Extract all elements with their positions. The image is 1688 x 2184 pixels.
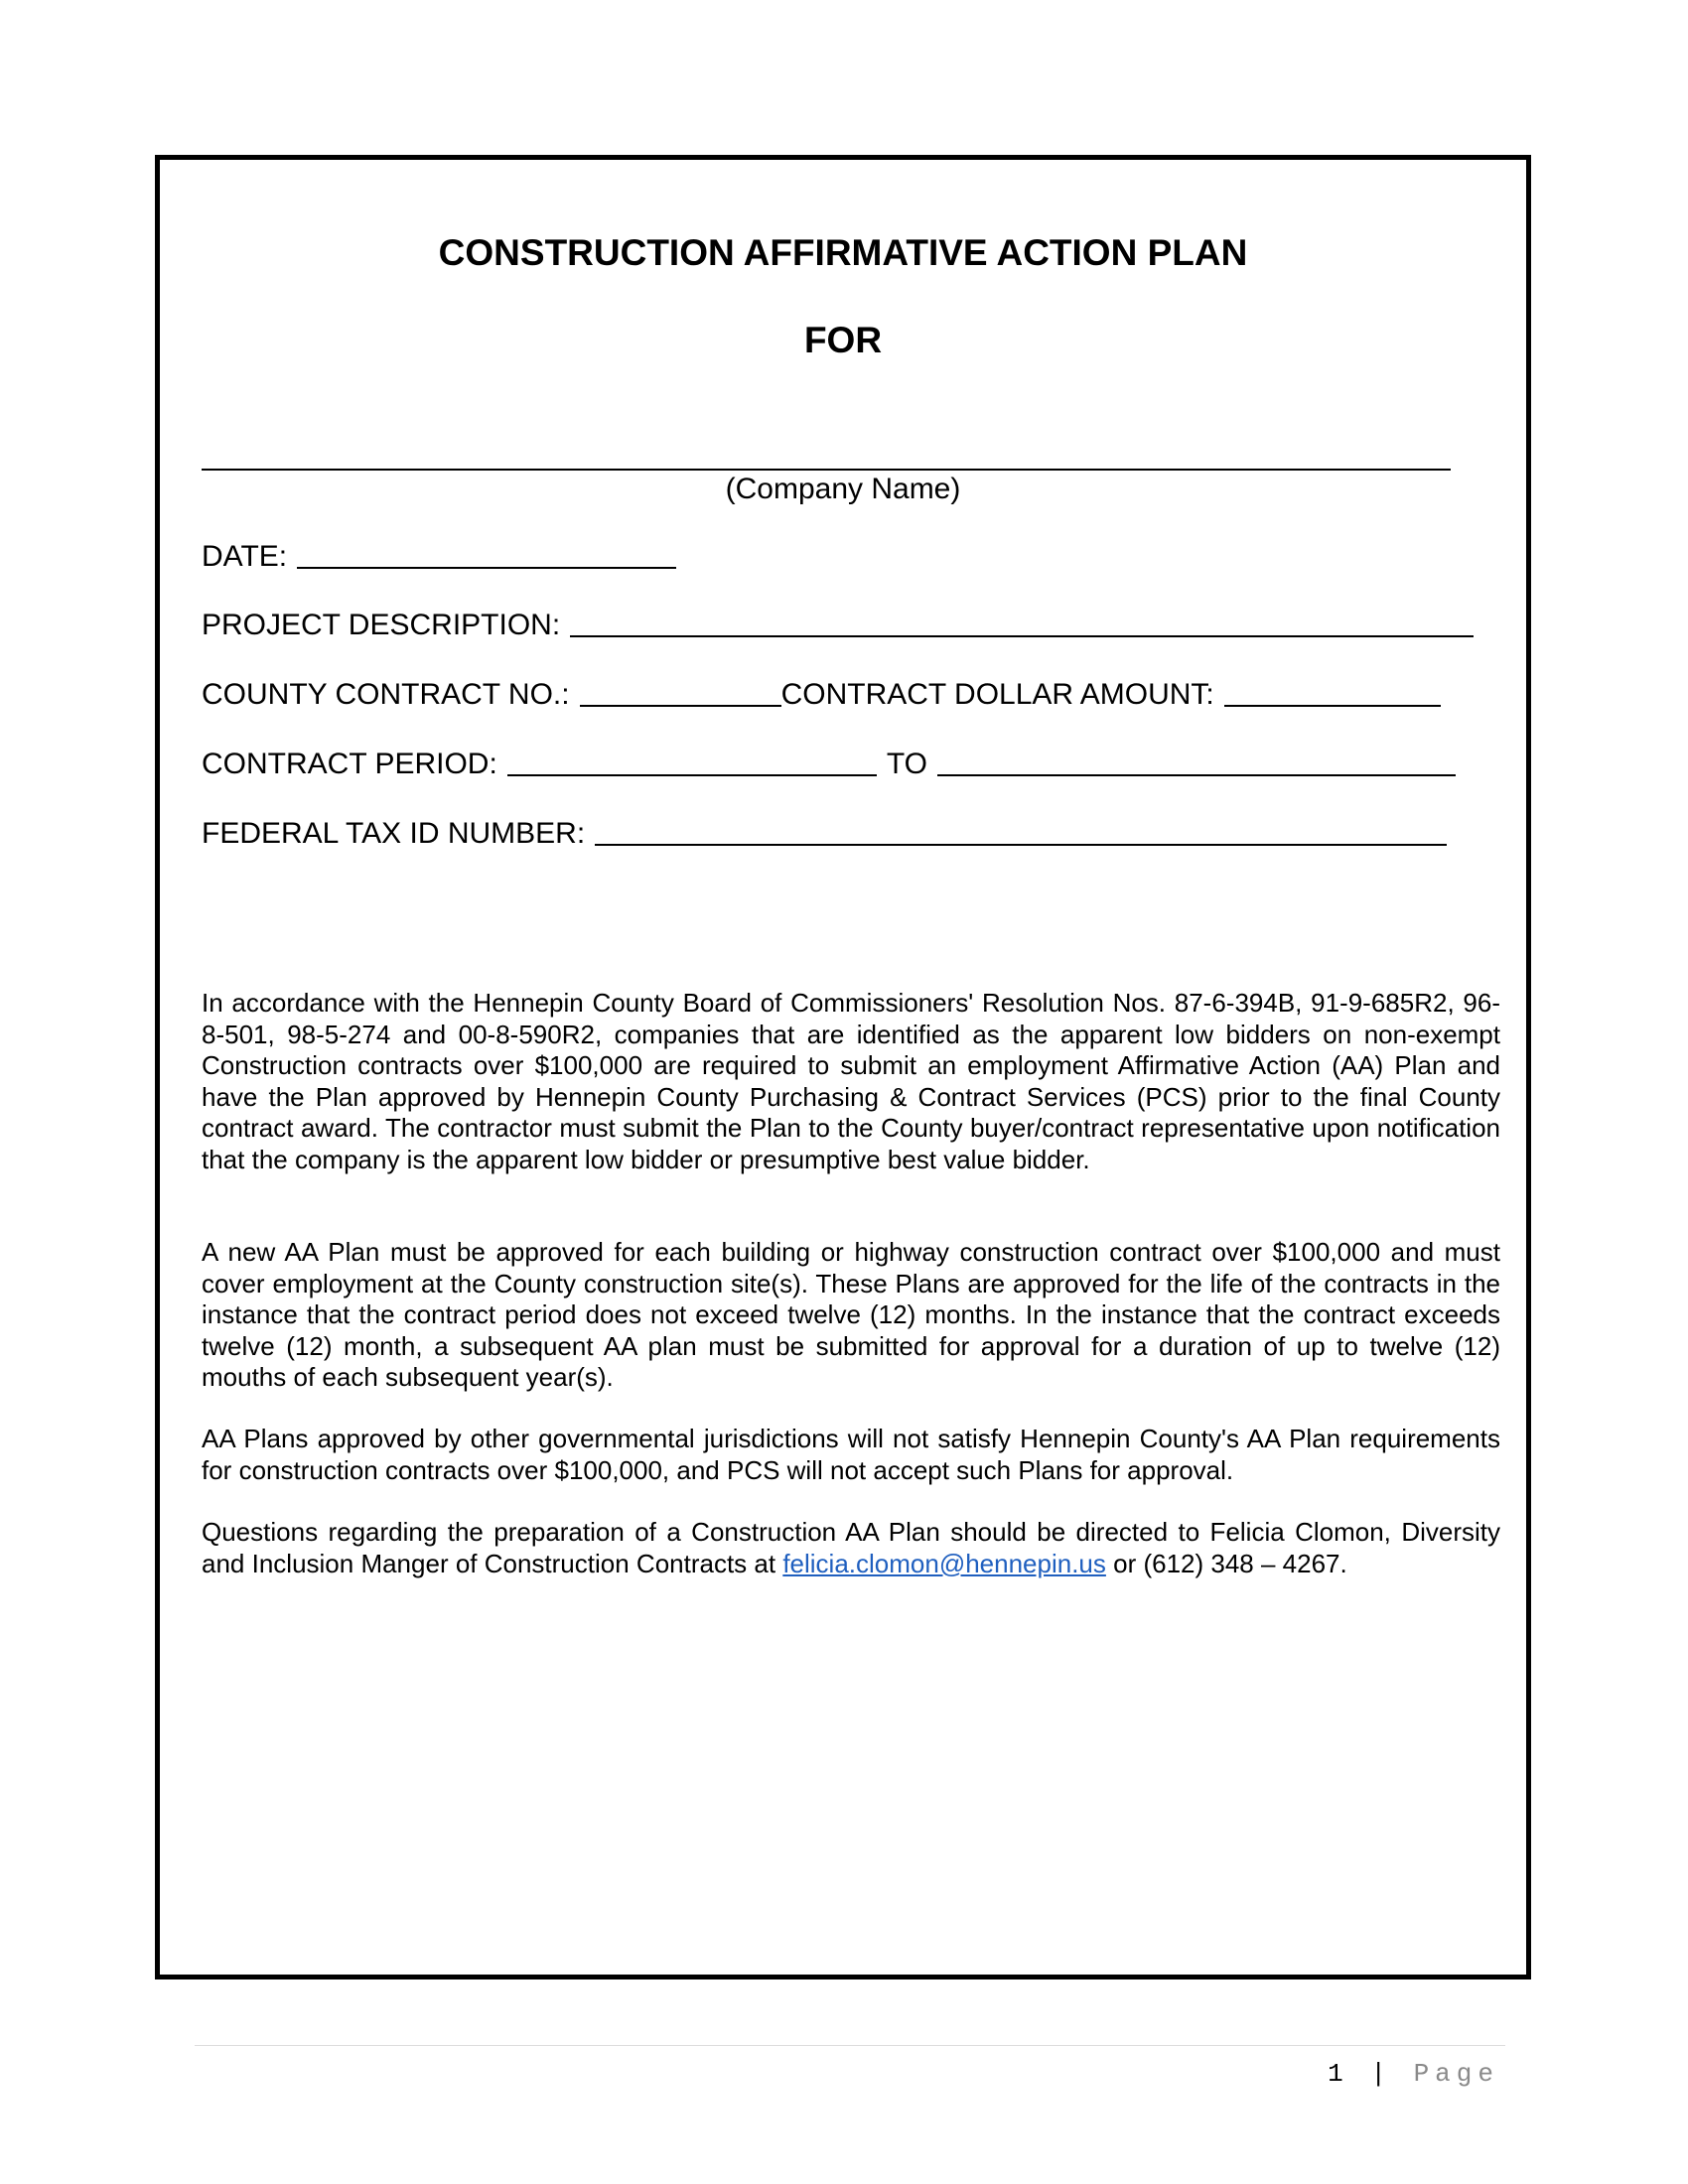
- federal-tax-id-row: [202, 814, 1447, 852]
- date-field[interactable]: [297, 537, 676, 569]
- federal-tax-id-label: FEDERAL TAX ID NUMBER:: [202, 817, 586, 850]
- contract-numbers-row: [202, 675, 1441, 713]
- page-separator: |: [1370, 2059, 1392, 2089]
- company-name-caption: (Company Name): [725, 473, 961, 505]
- for-label: FOR: [803, 320, 883, 360]
- questions-text: Questions regarding the preparation of a Construction AA Plan should be directed to Felicia Clomon, Diversity and Inclusion Manger of Construction Contracts at: [202, 1517, 1500, 1578]
- county-contract-no-label: COUNTY CONTRACT NO.:: [202, 678, 570, 711]
- page-word: Page: [1413, 2059, 1499, 2089]
- page-footer: [1328, 2059, 1499, 2089]
- date-row: [202, 537, 676, 575]
- contact-email-link[interactable]: felicia.clomon@hennepin.us: [782, 1548, 1106, 1578]
- contract-period-end-field[interactable]: [937, 745, 1456, 776]
- paragraph-other-jurisdictions: AA Plans approved by other governmental jurisdictions will not satisfy Hennepin County's AA Plan requirements for construction contracts over $100,000, and PCS will not accept such Plans for approval.: [202, 1424, 1500, 1485]
- footer-divider: [195, 2045, 1505, 2046]
- paragraph-new-plan: A new AA Plan must be approved for each building or highway construction contract over $100,000 and must cover employment at the County construction site(s). These Plans are approved for the life of the contracts in the instance that the contract period does not exceed twelve (12) months. In the instance that the contract exceeds twelve (12) month, a subsequent AA plan must be submitted for approval for a duration of up to twelve (12) mouths of each subsequent year(s).: [202, 1237, 1500, 1392]
- date-label: DATE:: [202, 540, 288, 573]
- contract-dollar-amount-field[interactable]: [1224, 675, 1441, 707]
- contract-period-start-field[interactable]: [507, 745, 877, 776]
- federal-tax-id-field[interactable]: [595, 814, 1447, 846]
- form-border: [155, 155, 1531, 1979]
- county-contract-no-field[interactable]: [580, 675, 781, 707]
- phone-text: or (612) 348 – 4267.: [1105, 1548, 1347, 1578]
- contract-period-label: CONTRACT PERIOD:: [202, 748, 497, 780]
- paragraph-questions: [202, 1517, 1500, 1579]
- to-label: TO: [886, 748, 927, 780]
- project-description-label: PROJECT DESCRIPTION:: [202, 609, 561, 641]
- project-description-row: [202, 606, 1474, 643]
- paragraph-resolution: In accordance with the Hennepin County Board of Commissioners' Resolution Nos. 87-6-394B, 91-9-685R2, 96-8-501, 98-5-274 and 00-8-590R2, companies that are identified as the apparent low bidders on non-exempt Construction contracts over $100,000 are required to submit an employment Affirmative Action (AA) Plan and have the Plan approved by Hennepin County Purchasing & Contract Services (PCS) prior to the final County contract award. The contractor must submit the Plan to the County buyer/contract representative upon notification that the company is the apparent low bidder or presumptive best value bidder.: [202, 988, 1500, 1174]
- contract-period-row: [202, 745, 1456, 782]
- page-number: 1: [1328, 2059, 1349, 2089]
- form-title: CONSTRUCTION AFFIRMATIVE ACTION PLAN: [438, 232, 1248, 273]
- company-name-field[interactable]: [202, 469, 1451, 471]
- contract-dollar-amount-label: CONTRACT DOLLAR AMOUNT:: [780, 678, 1214, 711]
- project-description-field[interactable]: [570, 606, 1474, 637]
